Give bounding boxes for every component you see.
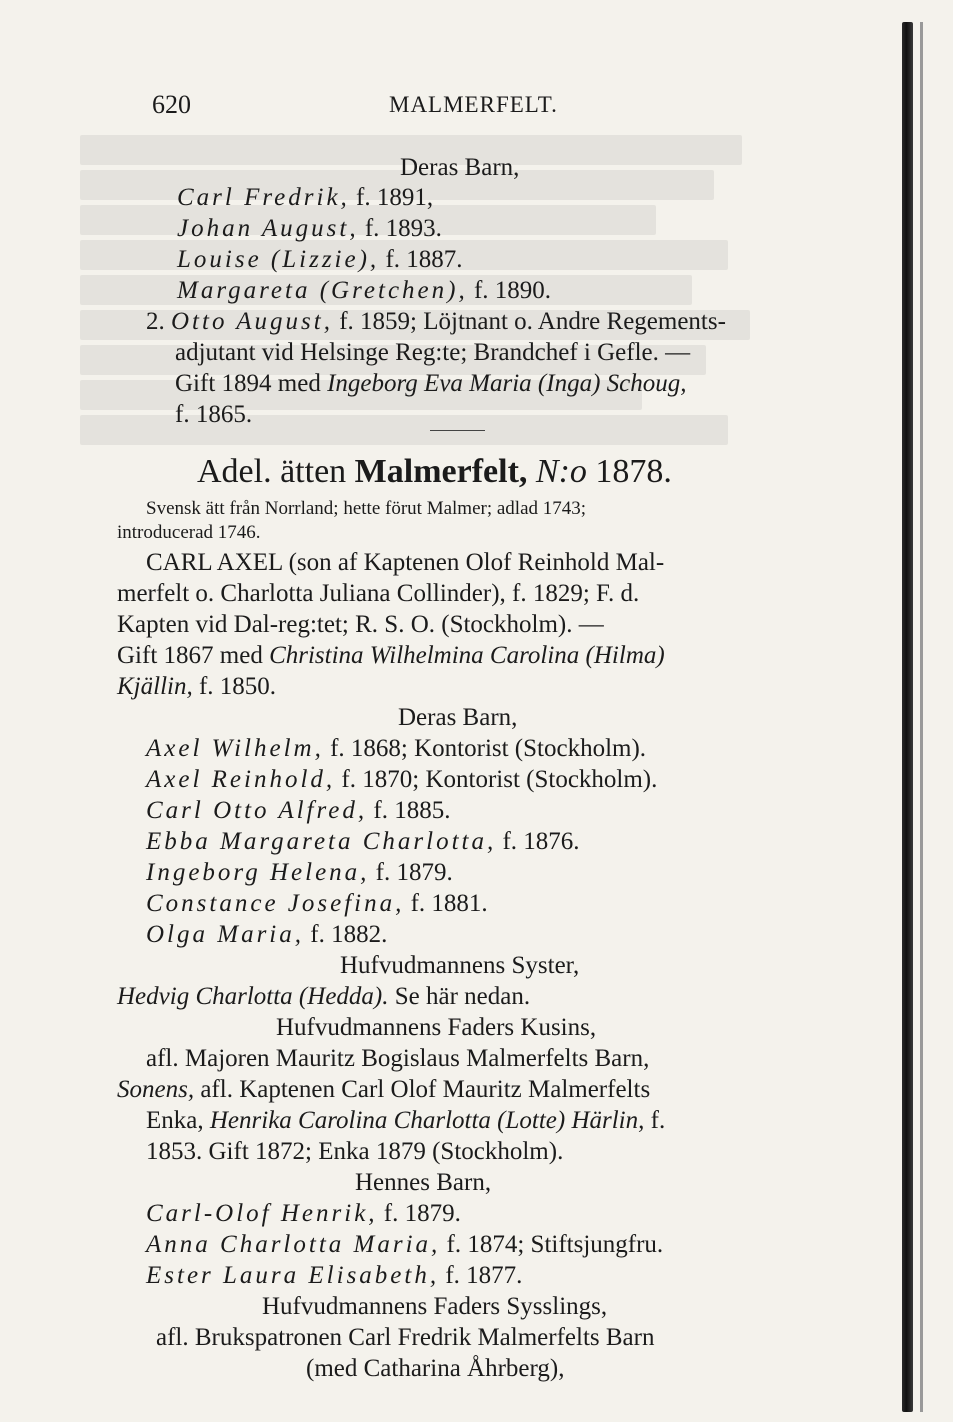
entry-otto-line4: f. 1865. [175, 401, 253, 428]
syssling-line2: (med Catharina Åhrberg), [306, 1355, 565, 1382]
list-item: Ingeborg Helena, f. 1879. [146, 859, 453, 886]
sons-line: Sonens, afl. Kaptenen Carl Olof Mauritz Malmerfelts [117, 1076, 651, 1103]
widow-line1: Enka, Henrika Carolina Charlotta (Lotte) Härlin, f. [146, 1107, 666, 1134]
family-intro-line1: Svensk ätt från Norrland; hette förut Malmer; adlad 1743; [146, 498, 587, 519]
list-item: Ester Laura Elisabeth, f. 1877. [146, 1262, 523, 1289]
children-heading: Deras Barn, [398, 704, 518, 731]
book-spine-shadow [902, 22, 913, 1412]
page-header [152, 90, 792, 124]
page-edge [920, 22, 923, 1412]
list-item: Axel Reinhold, f. 1870; Kontorist (Stockholm). [146, 766, 658, 793]
children-heading: Deras Barn, [400, 154, 520, 181]
entry-carl-line4: Gift 1867 med Christina Wilhelmina Carolina (Hilma) [117, 642, 665, 669]
list-item: Johan August, f. 1893. [177, 215, 442, 242]
family-heading: Adel. ätten Malmerfelt, N:o 1878. [197, 453, 672, 490]
hennes-heading: Hennes Barn, [355, 1169, 492, 1196]
list-item: Olga Maria, f. 1882. [146, 921, 388, 948]
list-item: Constance Josefina, f. 1881. [146, 890, 488, 917]
syssling-line1: afl. Brukspatronen Carl Fredrik Malmerfelts Barn [156, 1324, 655, 1351]
entry-otto-line3: Gift 1894 med Ingeborg Eva Maria (Inga) Schoug, [175, 370, 687, 397]
entry-otto-line1: 2. Otto August, f. 1859; Löjtnant o. Andre Regements- [146, 308, 726, 335]
entry-otto-line2: adjutant vid Helsinge Reg:te; Brandchef i Gefle. — [175, 339, 691, 366]
sister-heading: Hufvudmannens Syster, [340, 952, 580, 979]
entry-carl-line5: Kjällin, f. 1850. [117, 673, 277, 700]
sister-entry: Hedvig Charlotta (Hedda). Se här nedan. [117, 983, 531, 1010]
list-item: Axel Wilhelm, f. 1868; Kontorist (Stockholm). [146, 735, 647, 762]
list-item: Carl Otto Alfred, f. 1885. [146, 797, 451, 824]
list-item: Ebba Margareta Charlotta, f. 1876. [146, 828, 580, 855]
list-item: Anna Charlotta Maria, f. 1874; Stiftsjungfru. [146, 1231, 664, 1258]
running-title: MALMERFELT. [389, 92, 558, 117]
entry-carl-line3: Kapten vid Dal-reg:tet; R. S. O. (Stockholm). — [117, 611, 604, 638]
list-item: Carl-Olof Henrik, f. 1879. [146, 1200, 461, 1227]
syssling-heading: Hufvudmannens Faders Sysslings, [262, 1293, 608, 1320]
cousins-line: afl. Majoren Mauritz Bogislaus Malmerfelts Barn, [146, 1045, 650, 1072]
family-intro-line2: introducerad 1746. [117, 522, 261, 543]
cousins-heading: Hufvudmannens Faders Kusins, [276, 1014, 597, 1041]
page-number: 620 [152, 90, 191, 119]
widow-line2: 1853. Gift 1872; Enka 1879 (Stockholm). [146, 1138, 564, 1165]
entry-carl-line2: merfelt o. Charlotta Juliana Collinder), f. 1829; F. d. [117, 580, 640, 607]
list-item: Louise (Lizzie), f. 1887. [177, 246, 463, 273]
list-item: Carl Fredrik, f. 1891, [177, 184, 434, 211]
separator-line [430, 430, 485, 431]
entry-carl-line1: CARL AXEL (son af Kaptenen Olof Reinhold Mal- [146, 549, 665, 576]
list-item: Margareta (Gretchen), f. 1890. [177, 277, 552, 304]
